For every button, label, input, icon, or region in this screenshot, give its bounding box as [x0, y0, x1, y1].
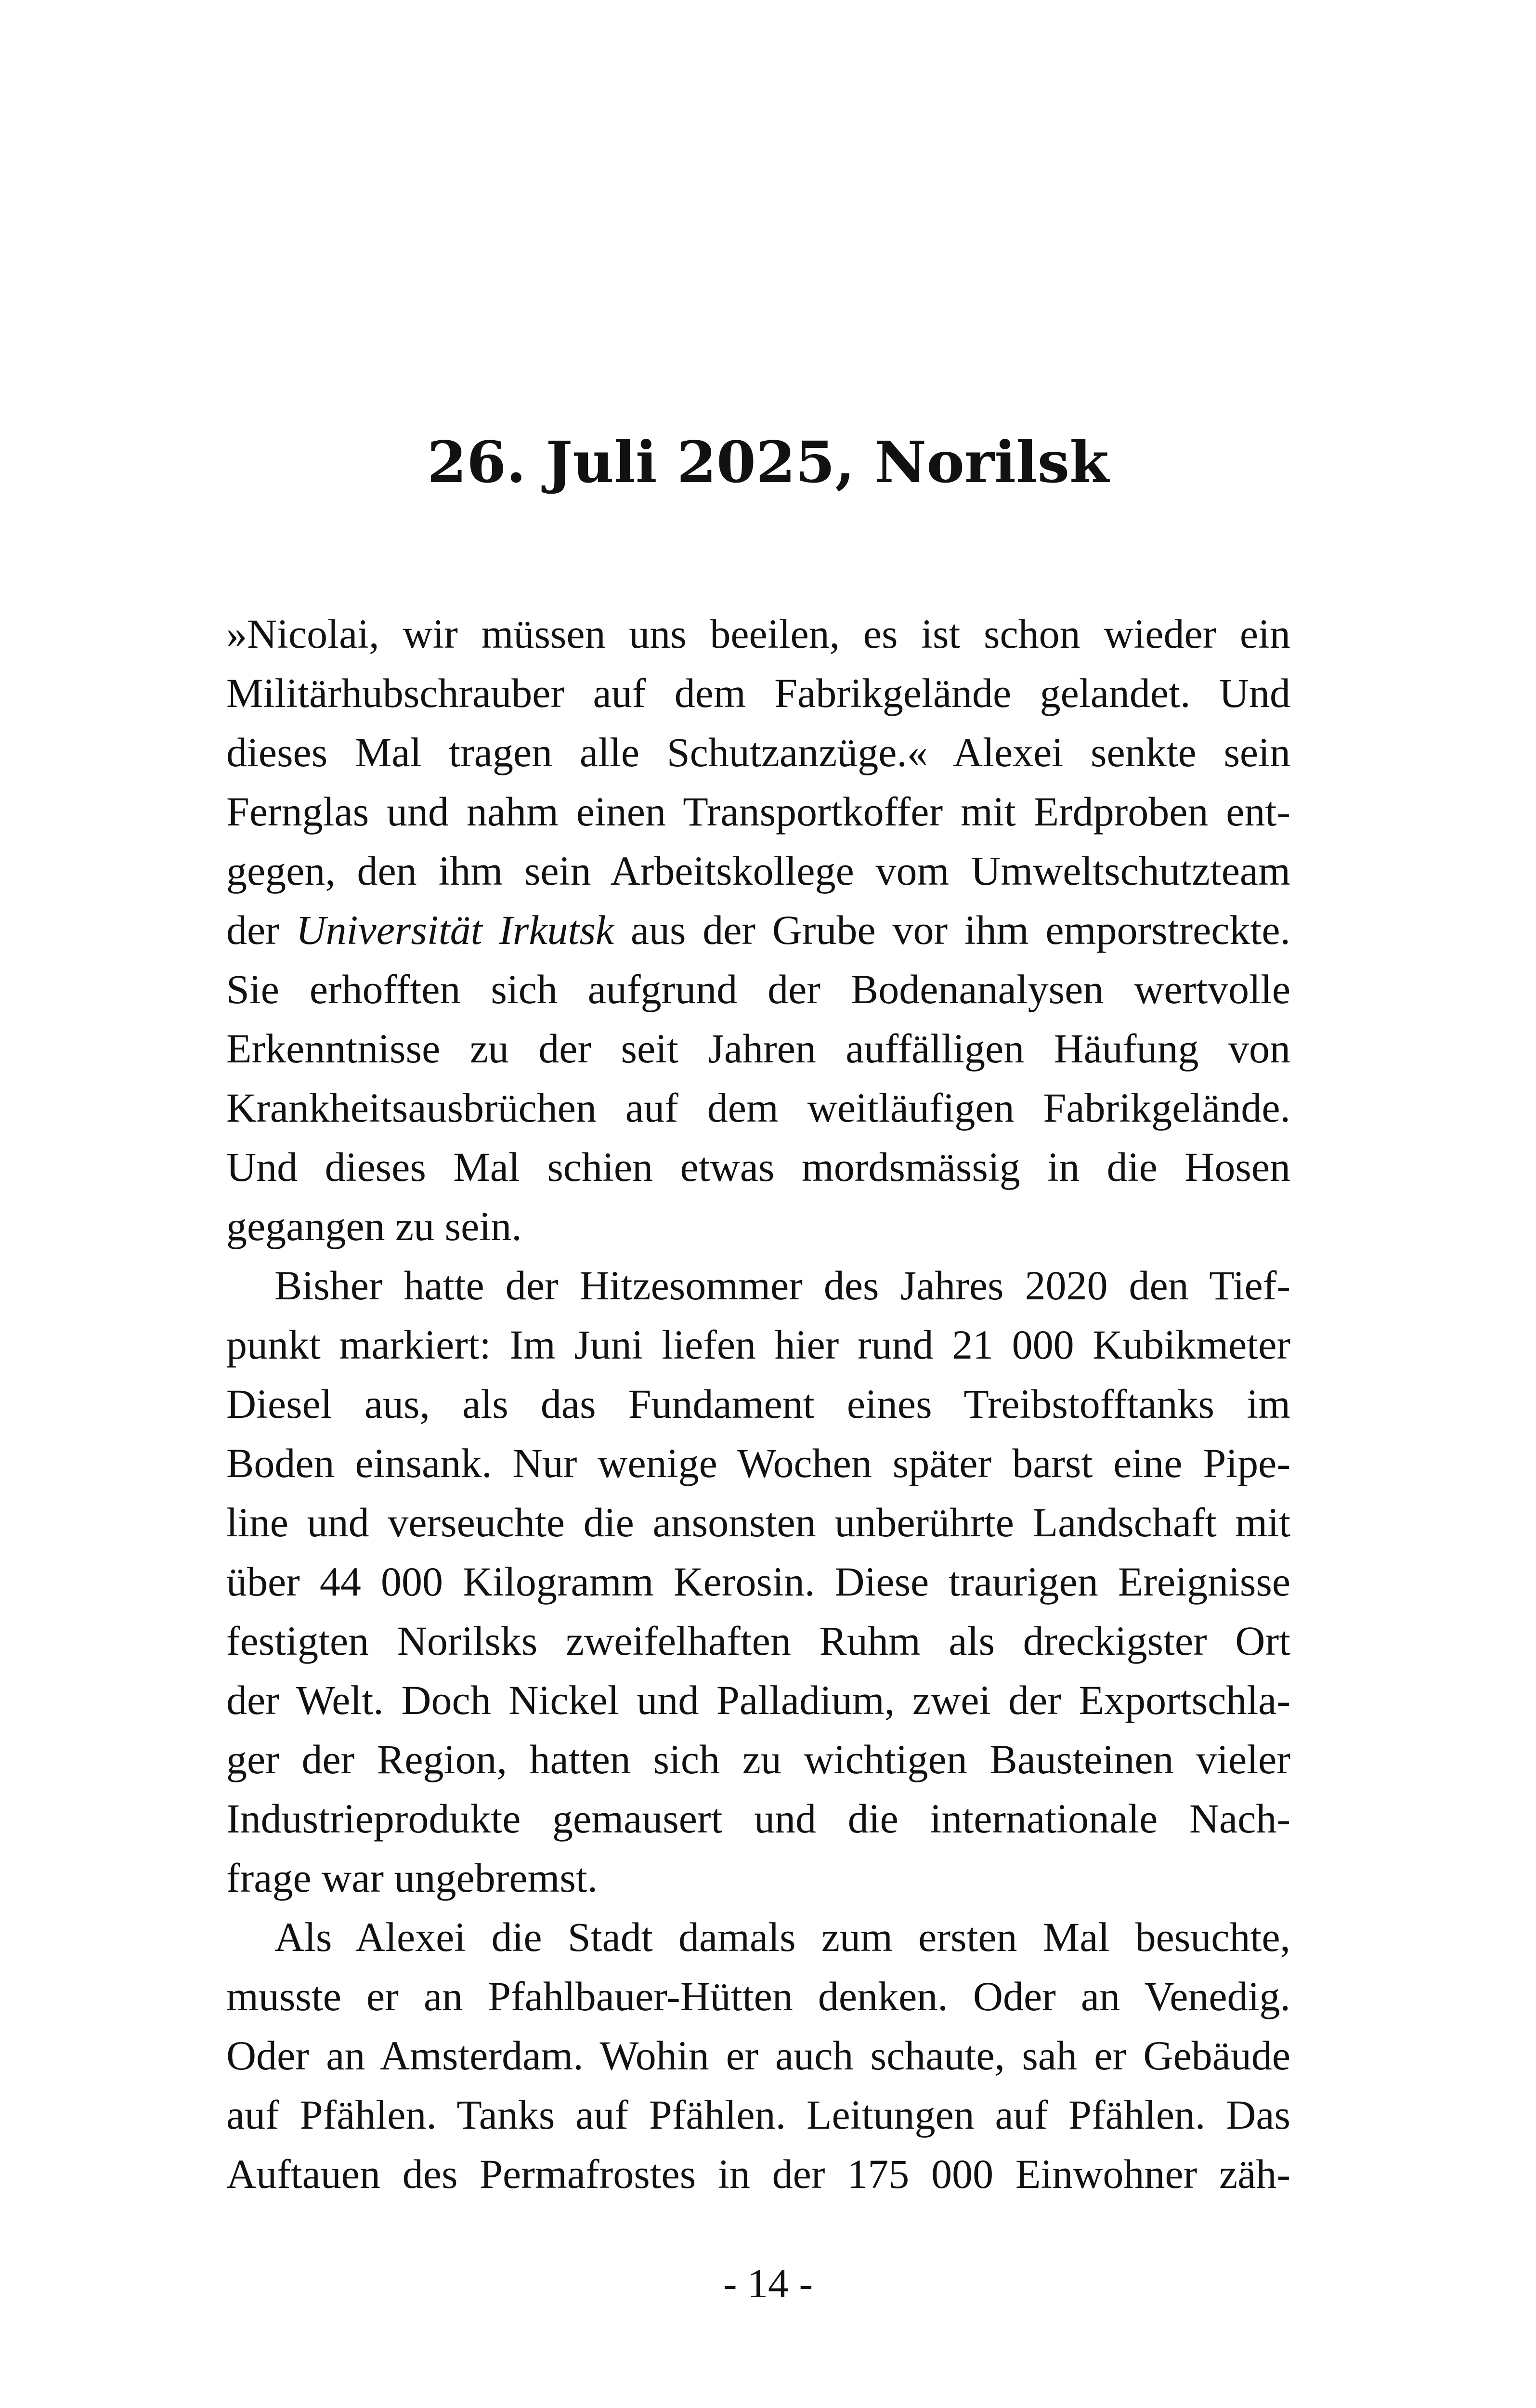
page-number: - 14 -: [723, 2260, 813, 2306]
text-line: Sie erhofften sich aufgrund der Bodenanalysen wertvolle: [226, 966, 1290, 1012]
text-line: Und dieses Mal schien etwas mordsmässig in die Hosen: [226, 1144, 1290, 1190]
text-line: [226, 901, 1290, 960]
text-line: ger der Region, hatten sich zu wichtigen Bausteinen vieler: [226, 1736, 1290, 1782]
text-line: festigten Norilsks zweifelhaften Ruhm als dreckigster Ort: [226, 1618, 1290, 1664]
text-line: Militärhubschrauber auf dem Fabrikgelände gelandet. Und: [226, 670, 1290, 716]
text-line: »Nicolai, wir müssen uns beeilen, es ist schon wieder ein: [226, 611, 1290, 657]
body-text: [226, 604, 1290, 2204]
text-line: Als Alexei die Stadt damals zum ersten Mal besuchte,: [274, 1914, 1290, 1960]
text-line: Oder an Amsterdam. Wohin er auch schaute, sah er Gebäude: [226, 2032, 1290, 2079]
text-line: Boden einsank. Nur wenige Wochen später barst eine Pipe-: [226, 1440, 1290, 1486]
chapter-title: 26. Juli 2025, Norilsk: [427, 429, 1109, 496]
text-line: gegen, den ihm sein Arbeitskollege vom Umweltschutzteam: [226, 848, 1290, 894]
text-line: Fernglas und nahm einen Transportkoffer mit Erdproben ent-: [226, 788, 1290, 835]
text-line: frage war ungebremst.: [226, 1855, 598, 1901]
text-line: Industrieprodukte gemausert und die internationale Nach-: [226, 1795, 1290, 1842]
paragraph-2: [226, 1256, 1290, 1908]
text-line: Erkenntnisse zu der seit Jahren auffälligen Häufung von: [226, 1025, 1290, 1072]
text-line: über 44 000 Kilogramm Kerosin. Diese traurigen Ereignisse: [226, 1558, 1290, 1605]
text-line: der Welt. Doch Nickel und Palladium, zwei der Exportschla-: [226, 1677, 1290, 1723]
text-line: auf Pfählen. Tanks auf Pfählen. Leitungen auf Pfählen. Das: [226, 2092, 1290, 2138]
text-line: Auftauen des Permafrostes in der 175 000 Einwohner zäh-: [226, 2151, 1290, 2197]
text-line: line und verseuchte die ansonsten unberührte Landschaft mit: [226, 1499, 1290, 1545]
italic-university-name: Universität Irkutsk: [296, 907, 614, 953]
paragraph-1: [226, 604, 1290, 1256]
text-line: Bisher hatte der Hitzesommer des Jahres 2020 den Tief-: [274, 1262, 1290, 1309]
text-line: gegangen zu sein.: [226, 1203, 522, 1249]
text-line: Krankheitsausbrüchen auf dem weitläufigen Fabrikgelände.: [226, 1085, 1290, 1131]
text-line: dieses Mal tragen alle Schutzanzüge.« Alexei senkte sein: [226, 729, 1290, 775]
text-run: der: [226, 907, 296, 953]
paragraph-3: [226, 1908, 1290, 2204]
text-line: musste er an Pfahlbauer-Hütten denken. Oder an Venedig.: [226, 1973, 1290, 2019]
text-run: aus der Grube vor ihm emporstreckte.: [614, 907, 1290, 953]
text-line: punkt markiert: Im Juni liefen hier rund 21 000 Kubikmeter: [226, 1322, 1290, 1368]
text-line: Diesel aus, als das Fundament eines Treibstofftanks im: [226, 1381, 1290, 1427]
